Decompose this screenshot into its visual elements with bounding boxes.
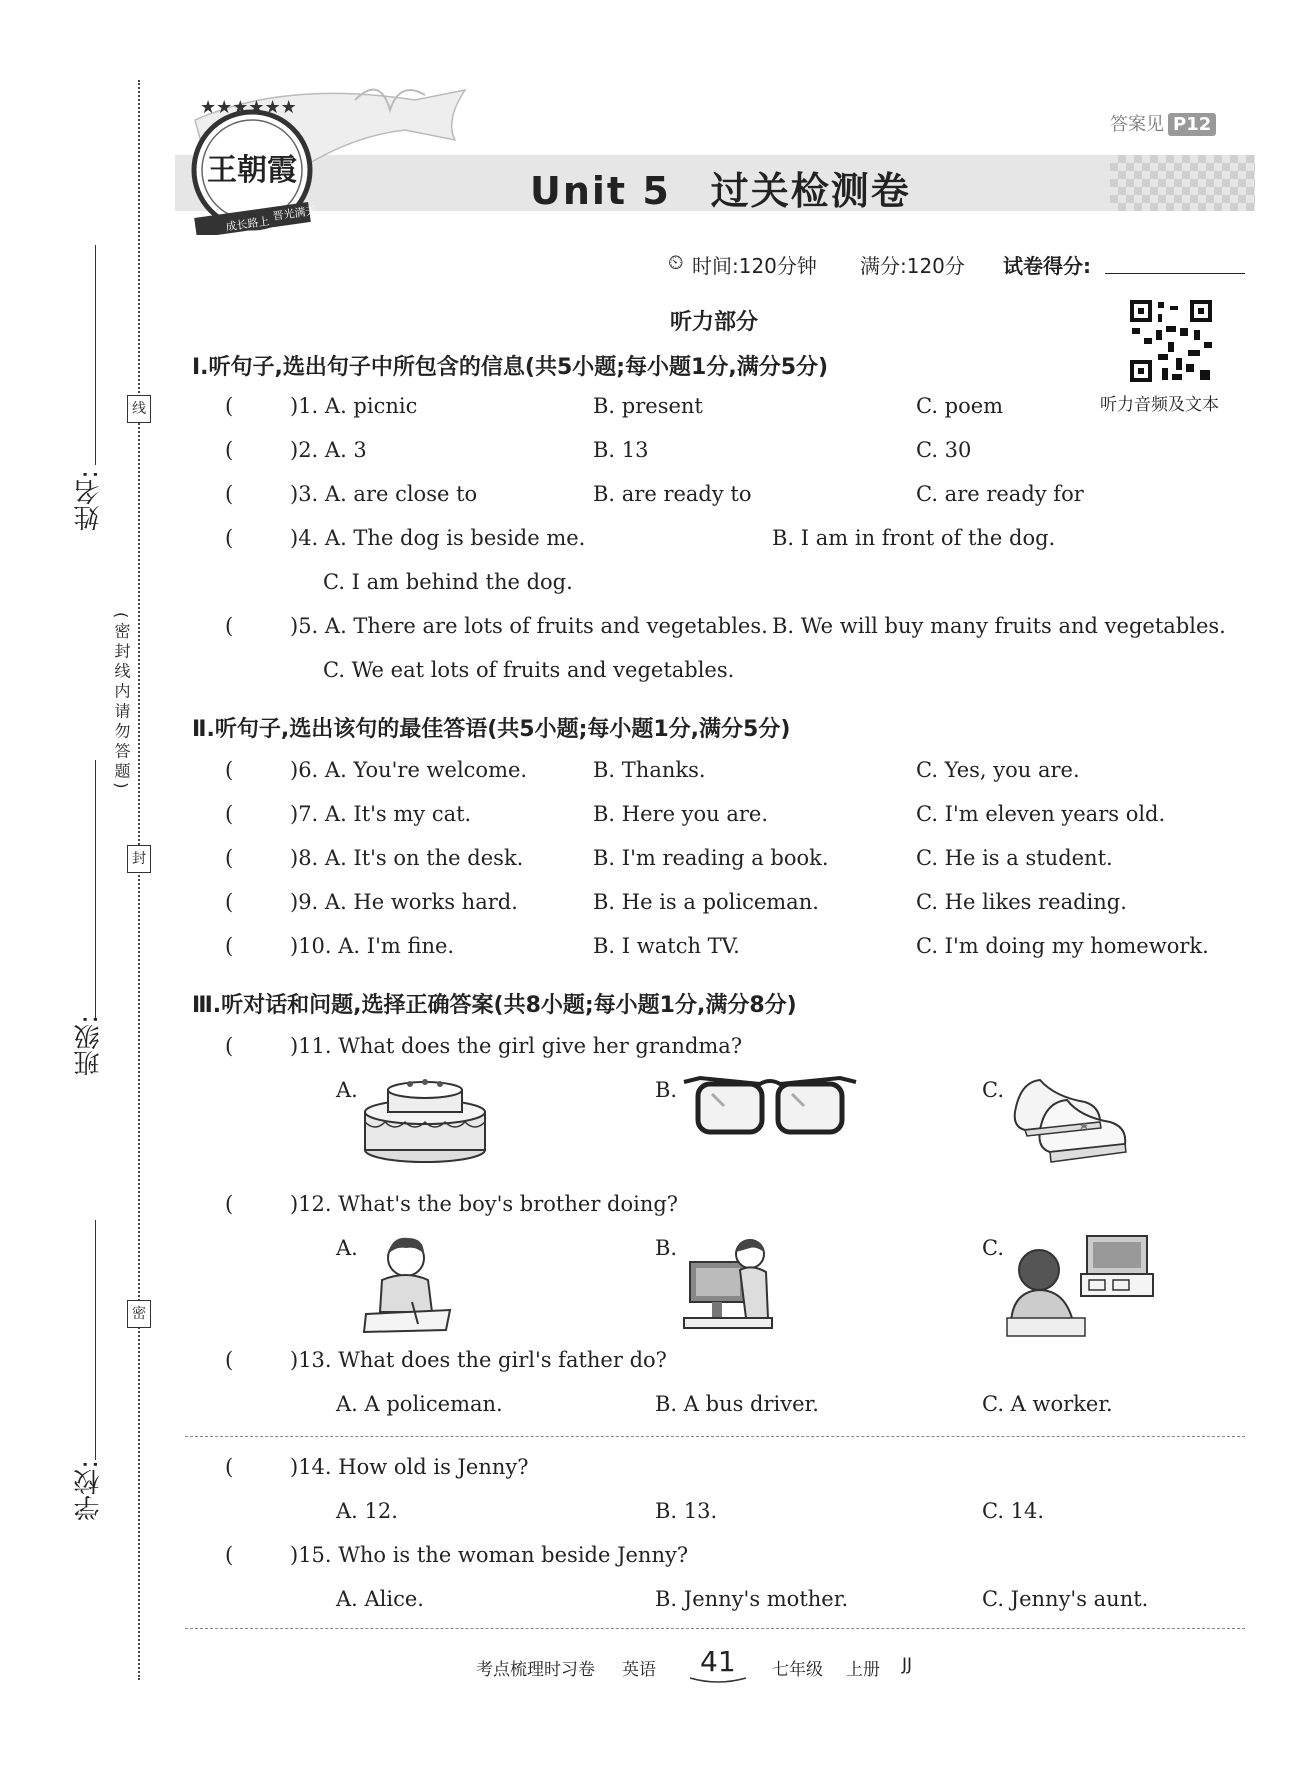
brand-logo xyxy=(185,95,320,235)
q2-option-a: )2. A. 3 xyxy=(290,438,367,462)
dialogue-divider xyxy=(185,1436,1245,1437)
q3-option-a: )3. A. are close to xyxy=(290,482,478,506)
qr-caption: 听力音频及文本 xyxy=(1100,395,1219,415)
q11-stem: )11. What does the girl give her grandma? xyxy=(290,1034,743,1058)
footer-series: 考点梳理时习卷 xyxy=(476,1660,595,1680)
q1-option-c: C. poem xyxy=(916,394,1004,418)
q11-label-a: A. xyxy=(336,1078,358,1102)
q2-option-b: B. 13 xyxy=(593,438,649,462)
q10-option-c: C. I'm doing my homework. xyxy=(916,934,1209,958)
school-underline xyxy=(95,1220,96,1460)
seal-note: (密封线内请勿答题) xyxy=(112,612,131,793)
q4-option-c: C. I am behind the dog. xyxy=(323,570,573,594)
q8-option-c: C. He is a student. xyxy=(916,846,1113,870)
svg-text:成长路上: 成长路上 xyxy=(224,214,271,234)
part-3-heading: Ⅲ.听对话和问题,选择正确答案(共8小题;每小题1分,满分8分) xyxy=(192,993,797,1018)
q10-option-a: )10. A. I'm fine. xyxy=(290,934,455,958)
page-title: Unit 5 过关检测卷 xyxy=(530,169,911,213)
q6-option-a: )6. A. You're welcome. xyxy=(290,758,528,782)
q12-stem: )12. What's the boy's brother doing? xyxy=(290,1192,679,1216)
boy-tv-icon xyxy=(1005,1228,1155,1338)
time-limit: 时间:120分钟 xyxy=(692,254,817,278)
q7-option-a: )7. A. It's my cat. xyxy=(290,802,472,826)
full-score: 满分:120分 xyxy=(860,254,965,278)
clock-icon: ⏲ xyxy=(668,250,684,274)
q2-option-c: C. 30 xyxy=(916,438,972,462)
school-label: 学校: xyxy=(74,1460,104,1521)
q8-option-a: )8. A. It's on the desk. xyxy=(290,846,524,870)
q9-option-a: )9. A. He works hard. xyxy=(290,890,518,914)
answer-paren[interactable]: ( xyxy=(225,438,234,462)
boy-writing-icon xyxy=(362,1232,452,1337)
q15-option-c: C. Jenny's aunt. xyxy=(982,1587,1149,1611)
answer-paren[interactable]: ( xyxy=(225,1543,234,1567)
seal-mark-secret: 密 xyxy=(127,1300,151,1328)
part-2-heading: Ⅱ.听句子,选出该句的最佳答语(共5小题;每小题1分,满分5分) xyxy=(192,717,791,742)
q13-option-a: A. A policeman. xyxy=(336,1392,503,1416)
answer-paren[interactable]: ( xyxy=(225,846,234,870)
page-number: 41 xyxy=(700,1645,736,1678)
name-label: 姓名: xyxy=(74,470,104,531)
score-field[interactable] xyxy=(1105,273,1245,274)
qr-code-icon[interactable] xyxy=(1128,298,1214,384)
class-underline xyxy=(95,760,96,1020)
q13-stem: )13. What does the girl's father do? xyxy=(290,1348,667,1372)
answer-paren[interactable]: ( xyxy=(225,1455,234,1479)
q14-stem: )14. How old is Jenny? xyxy=(290,1455,529,1479)
boy-computer-icon xyxy=(680,1232,780,1337)
q9-option-b: B. He is a policeman. xyxy=(593,890,819,914)
q3-option-b: B. are ready to xyxy=(593,482,752,506)
q1-option-a: )1. A. picnic xyxy=(290,394,418,418)
svg-text:王朝霞: 王朝霞 xyxy=(207,153,297,188)
q5-option-c: C. We eat lots of fruits and vegetables. xyxy=(323,658,735,682)
sneakers-icon xyxy=(1005,1072,1135,1172)
checker-pattern xyxy=(1110,155,1255,211)
part-1-heading: Ⅰ.听句子,选出句子中所包含的信息(共5小题;每小题1分,满分5分) xyxy=(192,355,829,380)
q1-option-b: B. present xyxy=(593,394,703,418)
q7-option-b: B. Here you are. xyxy=(593,802,769,826)
q13-option-b: B. A bus driver. xyxy=(655,1392,819,1416)
q6-option-b: B. Thanks. xyxy=(593,758,706,782)
q9-option-c: C. He likes reading. xyxy=(916,890,1127,914)
footer-edition: JJ xyxy=(902,1655,913,1675)
q3-option-c: C. are ready for xyxy=(916,482,1084,506)
q5-option-a: )5. A. There are lots of fruits and vegetables. xyxy=(290,614,768,638)
q11-label-b: B. xyxy=(655,1078,678,1102)
cake-icon xyxy=(360,1072,490,1164)
q13-option-c: C. A worker. xyxy=(982,1392,1113,1416)
name-underline xyxy=(95,245,96,465)
q11-label-c: C. xyxy=(982,1078,1004,1102)
footer-grade: 七年级 xyxy=(772,1660,823,1680)
q15-stem: )15. Who is the woman beside Jenny? xyxy=(290,1543,689,1567)
answer-paren[interactable]: ( xyxy=(225,802,234,826)
answer-ref-page: P12 xyxy=(1168,113,1216,136)
q8-option-b: B. I'm reading a book. xyxy=(593,846,829,870)
answer-paren[interactable]: ( xyxy=(225,934,234,958)
score-label: 试卷得分: xyxy=(1003,254,1091,278)
listening-heading: 听力部分 xyxy=(670,310,759,335)
page-number-underline xyxy=(688,1676,748,1684)
q6-option-c: C. Yes, you are. xyxy=(916,758,1080,782)
q12-label-a: A. xyxy=(336,1236,358,1260)
q5-option-b: B. We will buy many fruits and vegetables. xyxy=(772,614,1226,638)
answer-paren[interactable]: ( xyxy=(225,1192,234,1216)
q14-option-b: B. 13. xyxy=(655,1499,718,1523)
q15-option-a: A. Alice. xyxy=(336,1587,424,1611)
answer-paren[interactable]: ( xyxy=(225,758,234,782)
q12-label-c: C. xyxy=(982,1236,1004,1260)
binding-dotted-line xyxy=(138,80,140,1680)
class-label: 班级: xyxy=(74,1015,104,1076)
answer-paren[interactable]: ( xyxy=(225,890,234,914)
answer-paren[interactable]: ( xyxy=(225,1034,234,1058)
answer-ref-label: 答案见 xyxy=(1110,114,1164,135)
q4-option-a: )4. A. The dog is beside me. xyxy=(290,526,586,550)
footer-subject: 英语 xyxy=(622,1660,656,1680)
answer-paren[interactable]: ( xyxy=(225,614,234,638)
q10-option-b: B. I watch TV. xyxy=(593,934,740,958)
q15-option-b: B. Jenny's mother. xyxy=(655,1587,849,1611)
q4-option-b: B. I am in front of the dog. xyxy=(772,526,1056,550)
seal-mark-line: 线 xyxy=(127,395,151,423)
svg-text:晋光满天: 晋光满天 xyxy=(271,204,318,224)
footer-volume: 上册 xyxy=(846,1660,880,1680)
footer-divider xyxy=(185,1628,1245,1629)
glasses-icon xyxy=(680,1072,860,1140)
seal-mark-seal: 封 xyxy=(127,845,151,873)
answer-reference xyxy=(1110,110,1216,136)
answer-paren[interactable]: ( xyxy=(225,394,234,418)
answer-paren[interactable]: ( xyxy=(225,1348,234,1372)
answer-paren[interactable]: ( xyxy=(225,482,234,506)
svg-text:★★★★★★: ★★★★★★ xyxy=(200,97,297,118)
q7-option-c: C. I'm eleven years old. xyxy=(916,802,1166,826)
answer-paren[interactable]: ( xyxy=(225,526,234,550)
q12-label-b: B. xyxy=(655,1236,678,1260)
q14-option-a: A. 12. xyxy=(336,1499,398,1523)
q14-option-c: C. 14. xyxy=(982,1499,1045,1523)
